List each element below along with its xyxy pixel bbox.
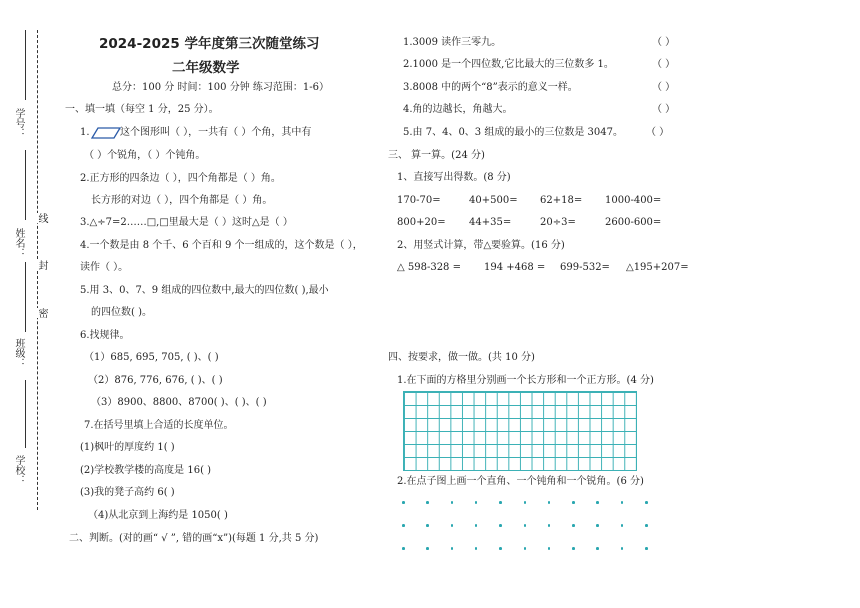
grid-dot	[596, 501, 599, 504]
q1-text: 这个图形叫（ ），一共有（ ）个角，其中有	[120, 127, 312, 138]
judge-4: 4.角的边越长，角越大。	[403, 104, 513, 115]
q6-sequence-3: （3）8900、8800、8700( )、( )、( )	[91, 397, 267, 408]
judge-5: 5.由 7、4、0、3 组成的最小的三位数是 3047。	[403, 127, 623, 138]
calc-2-2: 44+35=	[469, 217, 512, 228]
grid-dot	[596, 547, 599, 550]
calc-1-1: 170-70=	[397, 195, 441, 206]
calc-2-4: 2600-600=	[605, 217, 662, 228]
student-number-label: 学号：	[13, 108, 24, 138]
q7-heading: 7.在括号里填上合适的长度单位。	[84, 420, 234, 431]
calc-heading-2: 2、用竖式计算，带△要验算。(16 分)	[397, 240, 565, 251]
q5-text: 5.用 3、0、7、9 组成的四位数中,最大的四位数( ),最小	[80, 285, 329, 296]
grid-dot	[451, 501, 454, 504]
grid-dot	[499, 501, 502, 504]
grid-dot	[524, 501, 527, 504]
q2-square: 2.正方形的四条边（ ），四个角都是（ ）角。	[80, 173, 281, 184]
grid-dot	[475, 524, 478, 527]
grid-dot	[402, 524, 405, 527]
school-line	[25, 380, 26, 448]
name-line	[25, 150, 26, 220]
calc-heading-1: 1、直接写出得数。(8 分)	[397, 172, 511, 183]
binding-dashed-line	[37, 30, 38, 510]
draw-task-2: 2.在点子图上画一个直角、一个钝角和一个锐角。(6 分)	[397, 476, 644, 487]
grid-dot	[524, 524, 527, 527]
grid-dot	[524, 547, 527, 550]
name-label: 姓名：	[13, 228, 24, 258]
q7-item-3: (3)我的凳子高约 6( )	[80, 487, 175, 498]
section1-heading: 一、填一填（每空 1 分，25 分）。	[65, 104, 219, 115]
judge-1-paren: （ ）	[652, 37, 676, 48]
grid-dot	[475, 547, 478, 550]
class-label: 班级：	[13, 338, 24, 368]
section3-heading: 三、 算一算。(24 分)	[388, 150, 485, 161]
grid-dot	[645, 524, 648, 527]
q1-number: 1.	[80, 127, 90, 138]
grid-dot	[645, 501, 648, 504]
grid-dot	[451, 524, 454, 527]
q6-sequence-2: （2）876, 776, 676, ( )、( )	[88, 375, 223, 386]
calc-1-2: 40+500=	[469, 195, 518, 206]
calc-1-4: 1000-400=	[605, 195, 662, 206]
q7-item-2: (2)学校教学楼的高度是 16( )	[80, 465, 212, 476]
q1-text-cont: （ ）个锐角，（ ）个钝角。	[84, 150, 206, 161]
grid-dot	[475, 501, 478, 504]
calc-2-3: 20÷3=	[540, 217, 576, 228]
q6-heading: 6.找规律。	[80, 330, 130, 341]
grid-dot	[621, 547, 624, 550]
calc-1-3: 62+18=	[540, 195, 583, 206]
square-grid	[403, 391, 637, 471]
grid-dot	[621, 524, 624, 527]
judge-3: 3.8008 中的两个“8”表示的意义一样。	[403, 82, 578, 93]
school-label: 学校：	[13, 455, 24, 485]
q6-sequence-1: （1）685, 695, 705, ( )、( )	[84, 352, 219, 363]
draw-task-1: 1.在下面的方格里分别画一个长方形和一个正方形。(4 分)	[397, 375, 654, 386]
q5-text-cont: 的四位数( )。	[91, 307, 152, 318]
grid-dot	[426, 524, 429, 527]
grid-dot	[426, 547, 429, 550]
grid-dot	[499, 524, 502, 527]
class-line	[25, 262, 26, 332]
grid-dot	[548, 524, 551, 527]
seal-char: 封	[36, 260, 47, 270]
vertical-calc-1: △ 598-328 =	[397, 262, 461, 273]
exam-info: 总分：100 分 时间：100 分钟 练习范围：1-6）	[112, 82, 329, 93]
judge-1: 1.3009 读作三零九。	[403, 37, 502, 48]
vertical-calc-4: △195+207=	[626, 262, 689, 273]
grid-dot	[402, 547, 405, 550]
judge-5-paren: （ ）	[646, 127, 670, 138]
judge-2: 2.1000 是一个四位数,它比最大的三位数多 1。	[403, 59, 614, 70]
grid-dot	[426, 501, 429, 504]
grid-dot	[621, 501, 624, 504]
section4-heading: 四、按要求，做一做。(共 10 分)	[388, 352, 535, 363]
q4-text: 4.一个数是由 8 个千、6 个百和 9 个一组成的，这个数是（ ），	[80, 240, 363, 251]
page-title: 2024-2025 学年度第三次随堂练习	[99, 36, 320, 52]
grid-dot	[596, 524, 599, 527]
parallelogram-figure	[91, 127, 121, 139]
grid-dot	[572, 547, 575, 550]
grid-dot	[548, 547, 551, 550]
grid-dot	[548, 501, 551, 504]
calc-2-1: 800+20=	[397, 217, 446, 228]
q7-item-1: (1)枫叶的厚度约 1( )	[80, 442, 175, 453]
judge-2-paren: （ ）	[652, 59, 676, 70]
judge-3-paren: （ ）	[652, 82, 676, 93]
vertical-calc-3: 699-532=	[560, 262, 610, 273]
line-seal-char: 线	[36, 213, 47, 223]
grid-dot	[451, 547, 454, 550]
page-subtitle: 二年级数学	[172, 60, 240, 76]
q2-rectangle: 长方形的对边（ ），四个角都是（ ）角。	[91, 195, 273, 206]
student-number-line	[25, 30, 26, 100]
q7-item-4: （4)从北京到上海约是 1050( )	[88, 510, 228, 521]
q3-text: 3.△÷7=2……□,□里最大是（ ）这时△是（ ）	[80, 217, 293, 228]
q4-text-cont: 读作（ ）。	[80, 262, 129, 273]
grid-dot	[402, 501, 405, 504]
judge-4-paren: （ ）	[652, 104, 676, 115]
grid-dot	[645, 547, 648, 550]
secret-char: 密	[36, 308, 47, 318]
section2-heading: 二、判断。(对的画“ √ ”, 错的画“x”)(每题 1 分,共 5 分)	[69, 533, 319, 544]
grid-dot	[499, 547, 502, 550]
grid-dot	[572, 501, 575, 504]
grid-dot	[572, 524, 575, 527]
vertical-calc-2: 194 +468 =	[484, 262, 546, 273]
